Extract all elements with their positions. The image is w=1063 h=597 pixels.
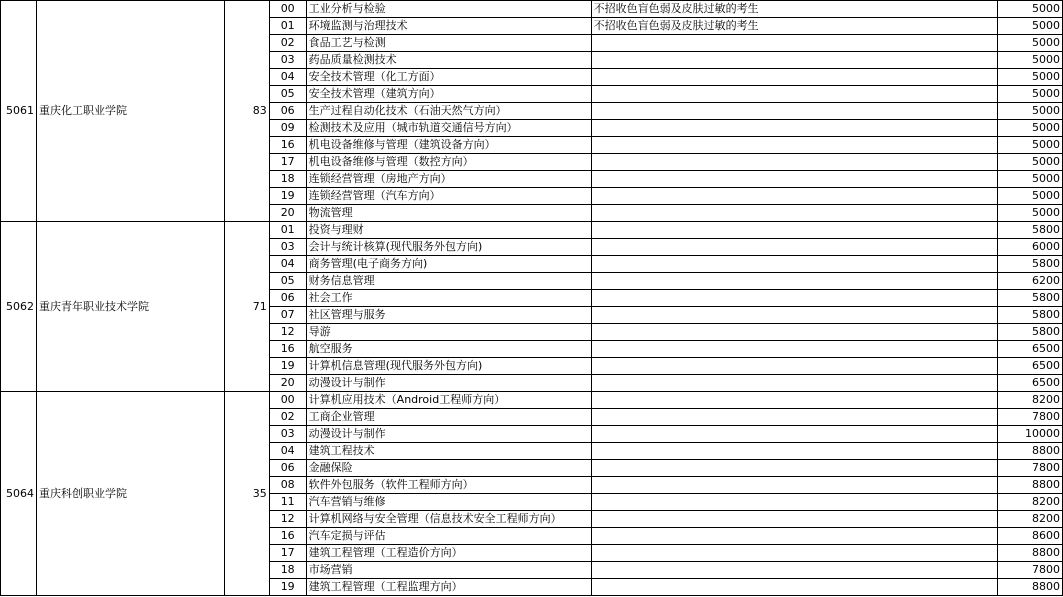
school-name: 重庆青年职业技术学院: [36, 222, 224, 392]
major-fee: 5800: [998, 290, 1063, 307]
major-name: 投资与理财: [306, 222, 591, 239]
major-code: 00: [269, 1, 306, 18]
major-name: 机电设备维修与管理（建筑设备方向）: [306, 137, 591, 154]
major-name: 商务管理(电子商务方向): [306, 256, 591, 273]
major-fee: 5000: [998, 103, 1063, 120]
major-name: 连锁经营管理（房地产方向）: [306, 171, 591, 188]
major-fee: 5000: [998, 205, 1063, 222]
major-fee: 5000: [998, 35, 1063, 52]
major-fee: 10000: [998, 426, 1063, 443]
major-fee: 8800: [998, 477, 1063, 494]
major-name: 汽车营销与维修: [306, 494, 591, 511]
major-fee: 5000: [998, 120, 1063, 137]
major-code: 06: [269, 290, 306, 307]
school-code: 5064: [1, 392, 37, 596]
school-plan-count: 83: [224, 1, 269, 222]
major-fee: 5000: [998, 69, 1063, 86]
major-name: 导游: [306, 324, 591, 341]
major-note: [591, 205, 997, 222]
major-name: 药品质量检测技术: [306, 52, 591, 69]
major-code: 19: [269, 188, 306, 205]
major-note: [591, 426, 997, 443]
major-name: 连锁经营管理（汽车方向）: [306, 188, 591, 205]
major-note: [591, 290, 997, 307]
major-note: [591, 562, 997, 579]
table-row: [1, 222, 1063, 239]
major-note: [591, 154, 997, 171]
major-note: [591, 477, 997, 494]
major-note: [591, 528, 997, 545]
major-name: 汽车定损与评估: [306, 528, 591, 545]
major-fee: 8200: [998, 511, 1063, 528]
major-code: 03: [269, 239, 306, 256]
major-note: 不招收色盲色弱及皮肤过敏的考生: [591, 18, 997, 35]
major-fee: 5000: [998, 86, 1063, 103]
major-name: 软件外包服务（软件工程师方向）: [306, 477, 591, 494]
major-name: 机电设备维修与管理（数控方向）: [306, 154, 591, 171]
major-name: 财务信息管理: [306, 273, 591, 290]
major-code: 03: [269, 426, 306, 443]
major-code: 17: [269, 545, 306, 562]
major-code: 20: [269, 205, 306, 222]
major-code: 12: [269, 511, 306, 528]
major-name: 计算机应用技术（Android工程师方向）: [306, 392, 591, 409]
major-note: [591, 103, 997, 120]
major-name: 建筑工程技术: [306, 443, 591, 460]
major-code: 06: [269, 460, 306, 477]
major-name: 安全技术管理（建筑方向）: [306, 86, 591, 103]
major-note: [591, 460, 997, 477]
major-name: 生产过程自动化技术（石油天然气方向）: [306, 103, 591, 120]
major-code: 12: [269, 324, 306, 341]
major-code: 17: [269, 154, 306, 171]
major-note: [591, 52, 997, 69]
major-name: 市场营销: [306, 562, 591, 579]
major-name: 安全技术管理（化工方面）: [306, 69, 591, 86]
major-name: 工商企业管理: [306, 409, 591, 426]
major-note: [591, 222, 997, 239]
major-code: 04: [269, 443, 306, 460]
major-fee: 8600: [998, 528, 1063, 545]
major-name: 社会工作: [306, 290, 591, 307]
major-fee: 6200: [998, 273, 1063, 290]
major-name: 食品工艺与检测: [306, 35, 591, 52]
major-note: [591, 443, 997, 460]
major-note: [591, 341, 997, 358]
major-name: 计算机网络与安全管理（信息技术安全工程师方向）: [306, 511, 591, 528]
major-fee: 8800: [998, 579, 1063, 596]
school-code: 5062: [1, 222, 37, 392]
major-fee: 5000: [998, 154, 1063, 171]
school-plan-count: 35: [224, 392, 269, 596]
major-fee: 5000: [998, 1, 1063, 18]
major-note: [591, 69, 997, 86]
major-note: [591, 494, 997, 511]
major-code: 02: [269, 409, 306, 426]
major-note: [591, 256, 997, 273]
major-name: 动漫设计与制作: [306, 426, 591, 443]
major-code: 01: [269, 222, 306, 239]
major-fee: 8800: [998, 443, 1063, 460]
major-note: [591, 579, 997, 596]
major-code: 18: [269, 171, 306, 188]
major-fee: 5000: [998, 18, 1063, 35]
major-fee: 8200: [998, 494, 1063, 511]
major-fee: 5000: [998, 52, 1063, 69]
major-fee: 5800: [998, 307, 1063, 324]
major-name: 环境监测与治理技术: [306, 18, 591, 35]
major-note: [591, 171, 997, 188]
major-code: 09: [269, 120, 306, 137]
major-code: 00: [269, 392, 306, 409]
major-name: 航空服务: [306, 341, 591, 358]
major-note: [591, 511, 997, 528]
major-note: [591, 409, 997, 426]
major-note: [591, 324, 997, 341]
major-note: [591, 358, 997, 375]
major-fee: 6500: [998, 375, 1063, 392]
major-fee: 8800: [998, 545, 1063, 562]
table-row: [1, 392, 1063, 409]
major-name: 计算机信息管理(现代服务外包方向): [306, 358, 591, 375]
major-code: 08: [269, 477, 306, 494]
major-name: 金融保险: [306, 460, 591, 477]
major-name: 工业分析与检验: [306, 1, 591, 18]
major-name: 动漫设计与制作: [306, 375, 591, 392]
major-code: 01: [269, 18, 306, 35]
school-code: 5061: [1, 1, 37, 222]
major-fee: 8200: [998, 392, 1063, 409]
major-code: 19: [269, 579, 306, 596]
major-name: 建筑工程管理（工程造价方向）: [306, 545, 591, 562]
school-plan-count: 71: [224, 222, 269, 392]
major-code: 11: [269, 494, 306, 511]
major-note: [591, 239, 997, 256]
major-note: [591, 35, 997, 52]
major-fee: 5800: [998, 324, 1063, 341]
major-code: 19: [269, 358, 306, 375]
major-code: 02: [269, 35, 306, 52]
major-note: [591, 375, 997, 392]
school-name: 重庆科创职业学院: [36, 392, 224, 596]
major-fee: 6500: [998, 358, 1063, 375]
major-code: 18: [269, 562, 306, 579]
major-code: 06: [269, 103, 306, 120]
major-code: 05: [269, 273, 306, 290]
major-code: 16: [269, 341, 306, 358]
major-fee: 6000: [998, 239, 1063, 256]
major-code: 20: [269, 375, 306, 392]
major-note: [591, 392, 997, 409]
major-note: [591, 120, 997, 137]
major-fee: 5000: [998, 171, 1063, 188]
major-note: [591, 137, 997, 154]
major-code: 04: [269, 256, 306, 273]
major-fee: 7800: [998, 562, 1063, 579]
major-fee: 5000: [998, 137, 1063, 154]
major-note: [591, 86, 997, 103]
major-fee: 5800: [998, 222, 1063, 239]
major-code: 07: [269, 307, 306, 324]
table-row: [1, 1, 1063, 18]
major-code: 16: [269, 528, 306, 545]
major-code: 03: [269, 52, 306, 69]
major-note: [591, 307, 997, 324]
school-name: 重庆化工职业学院: [36, 1, 224, 222]
major-name: 检测技术及应用（城市轨道交通信号方向）: [306, 120, 591, 137]
major-fee: 7800: [998, 460, 1063, 477]
major-code: 05: [269, 86, 306, 103]
major-note: [591, 188, 997, 205]
major-note: 不招收色盲色弱及皮肤过敏的考生: [591, 1, 997, 18]
major-fee: 6500: [998, 341, 1063, 358]
major-code: 16: [269, 137, 306, 154]
major-fee: 5800: [998, 256, 1063, 273]
major-name: 社区管理与服务: [306, 307, 591, 324]
major-note: [591, 545, 997, 562]
major-fee: 7800: [998, 409, 1063, 426]
major-code: 04: [269, 69, 306, 86]
major-name: 物流管理: [306, 205, 591, 222]
major-name: 建筑工程管理（工程监理方向）: [306, 579, 591, 596]
major-note: [591, 273, 997, 290]
major-fee: 5000: [998, 188, 1063, 205]
major-name: 会计与统计核算(现代服务外包方向): [306, 239, 591, 256]
